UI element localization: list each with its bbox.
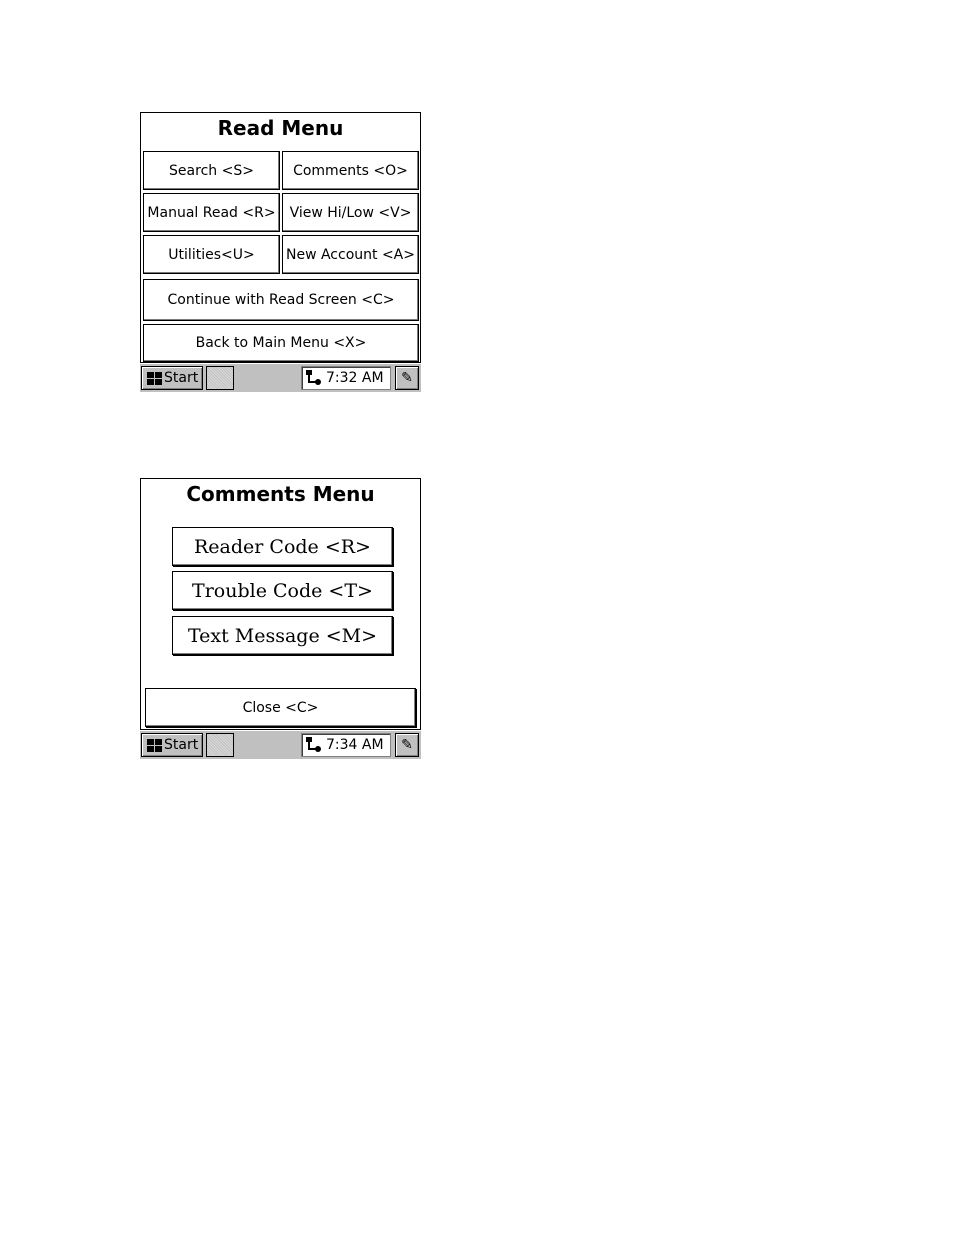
comments-button[interactable]: Comments <O> [282, 151, 419, 190]
input-panel-button[interactable] [206, 366, 234, 390]
text-message-button[interactable]: Text Message <M> [172, 616, 393, 655]
start-button[interactable] [141, 366, 203, 390]
search-button[interactable]: Search <S> [143, 151, 280, 190]
taskbar [140, 363, 421, 392]
close-button[interactable]: Close <C> [145, 688, 416, 727]
start-label: Start [164, 737, 199, 753]
read-menu-device [140, 112, 421, 392]
windows-flag-icon [144, 738, 162, 753]
windows-flag-icon [144, 371, 162, 386]
network-icon [304, 736, 322, 754]
clock: 7:32 AM [326, 370, 384, 386]
read-menu-screen [140, 112, 421, 363]
reader-code-button[interactable]: Reader Code <R> [172, 527, 393, 566]
manual-read-button[interactable]: Manual Read <R> [143, 193, 280, 232]
clock: 7:34 AM [326, 737, 384, 753]
network-icon [304, 369, 322, 387]
start-label: Start [164, 370, 199, 386]
utilities-button[interactable]: Utilities<U> [143, 235, 280, 274]
system-tray[interactable] [301, 366, 391, 390]
comments-menu-screen [140, 478, 421, 730]
taskbar [140, 730, 421, 759]
pen-edit-icon[interactable]: ✎ [395, 733, 419, 757]
comments-menu-title: Comments Menu [186, 482, 375, 506]
back-to-main-menu-button[interactable]: Back to Main Menu <X> [143, 324, 419, 362]
comments-menu-device [140, 478, 421, 759]
new-account-button[interactable]: New Account <A> [282, 235, 419, 274]
read-menu-title: Read Menu [217, 116, 344, 140]
trouble-code-button[interactable]: Trouble Code <T> [172, 571, 393, 610]
input-panel-button[interactable] [206, 733, 234, 757]
start-button[interactable] [141, 733, 203, 757]
view-hilow-button[interactable]: View Hi/Low <V> [282, 193, 419, 232]
system-tray[interactable] [301, 733, 391, 757]
continue-read-screen-button[interactable]: Continue with Read Screen <C> [143, 279, 419, 321]
pen-edit-icon[interactable]: ✎ [395, 366, 419, 390]
